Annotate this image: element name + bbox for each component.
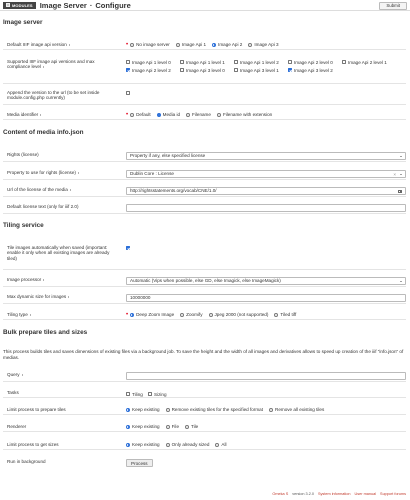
footer-link-system-info[interactable]: System information xyxy=(318,492,351,496)
limit-tiles-option[interactable] xyxy=(126,407,160,412)
rights-property-label: Property to use for rights (license) xyxy=(7,170,119,175)
radio-icon[interactable] xyxy=(166,425,170,429)
supported-version-option[interactable] xyxy=(288,66,342,74)
renderer-option[interactable] xyxy=(166,424,179,429)
task-option-label: Tiling xyxy=(132,391,143,397)
checkbox-icon[interactable] xyxy=(288,60,292,64)
footer-version: version 3.2.0 xyxy=(292,492,314,496)
chevron-down-icon xyxy=(400,174,402,175)
limit-sizes-radios xyxy=(126,442,233,447)
tasks-label: Tasks xyxy=(7,390,19,395)
section-media-info: Content of media info.json xyxy=(3,129,84,136)
footer-link-user-manual[interactable]: User manual xyxy=(354,492,377,496)
checkbox-icon[interactable] xyxy=(180,68,184,72)
renderer-radios xyxy=(126,424,204,429)
row-renderer xyxy=(3,422,406,432)
section-image-server: Image server xyxy=(3,19,43,26)
required-indicator-icon: • xyxy=(126,41,129,48)
run-background-label: Run in background xyxy=(7,459,46,464)
supported-version-option-label: Image Api 2 level 1 xyxy=(348,59,387,65)
app-name: Image Server xyxy=(39,0,87,10)
expand-arrow-icon[interactable] xyxy=(22,374,23,376)
default-iiif-radios xyxy=(126,42,285,47)
query-input[interactable] xyxy=(126,372,406,380)
media-identifier-option-label: Media id xyxy=(162,112,181,117)
supported-version-option-label: Image Api 3 level 2 xyxy=(294,67,333,73)
chevron-down-icon xyxy=(400,281,402,282)
checkbox-icon[interactable] xyxy=(288,68,292,72)
checkbox-icon[interactable] xyxy=(126,392,130,396)
radio-icon[interactable] xyxy=(180,313,184,317)
supported-version-option[interactable] xyxy=(126,66,180,74)
row-max-size xyxy=(3,292,406,304)
tasks-checkboxes xyxy=(126,390,170,398)
append-version-checkbox-wrap xyxy=(126,90,132,95)
default-iiif-option-label: Image Api 2 xyxy=(218,42,243,47)
tile-auto-checkbox[interactable] xyxy=(126,246,130,250)
footer xyxy=(272,492,406,496)
radio-icon[interactable] xyxy=(130,43,134,47)
license-text-input[interactable] xyxy=(126,204,406,212)
image-processor-select[interactable] xyxy=(126,277,406,285)
radio-icon[interactable] xyxy=(209,313,213,317)
limit-sizes-option[interactable] xyxy=(215,442,226,447)
expand-arrow-icon[interactable] xyxy=(43,66,44,68)
rights-property-select[interactable] xyxy=(126,170,406,178)
required-indicator-icon: • xyxy=(126,311,129,318)
radio-icon[interactable] xyxy=(166,443,170,447)
default-iiif-option[interactable] xyxy=(130,42,170,47)
tiling-type-label: Tiling type xyxy=(7,312,119,317)
supported-version-option[interactable] xyxy=(342,58,396,66)
tiling-type-option[interactable] xyxy=(209,312,269,317)
radio-icon[interactable] xyxy=(215,443,219,447)
checkbox-icon[interactable] xyxy=(342,60,346,64)
default-iiif-option-label: Image Api 3 xyxy=(254,42,279,47)
radio-icon[interactable] xyxy=(274,313,278,317)
footer-link-support[interactable]: Support forums xyxy=(380,492,406,496)
row-tiling-type xyxy=(3,310,406,320)
row-license-url xyxy=(3,185,406,197)
append-version-label: Append the version to the url (to be set inside module.config.php currently) xyxy=(7,90,100,101)
limit-sizes-option[interactable] xyxy=(166,442,210,447)
max-size-value: 10000000 xyxy=(130,295,151,301)
checkbox-icon[interactable] xyxy=(148,392,152,396)
max-size-label: Max dynamic size for images xyxy=(7,294,119,299)
row-default-iiif xyxy=(3,40,406,50)
expand-arrow-icon[interactable] xyxy=(78,172,79,174)
media-identifier-option[interactable] xyxy=(157,112,180,117)
radio-icon[interactable] xyxy=(269,408,273,412)
radio-icon[interactable] xyxy=(186,113,190,117)
limit-tiles-option-label: Remove all existing tiles xyxy=(275,407,325,412)
top-bar xyxy=(0,0,410,11)
checkbox-icon[interactable] xyxy=(234,60,238,64)
image-processor-value: Automatic (Vips when possible, else GD, else Imagick, else ImageMagick) xyxy=(130,278,281,284)
section-tiling: Tiling service xyxy=(3,222,44,229)
footer-omeka-link[interactable]: Omeka S xyxy=(272,492,289,496)
radio-icon[interactable] xyxy=(176,43,180,47)
license-url-input[interactable] xyxy=(126,187,406,195)
supported-version-option[interactable] xyxy=(180,58,234,66)
checkbox-icon[interactable] xyxy=(126,60,130,64)
radio-icon[interactable] xyxy=(130,113,134,117)
task-option[interactable] xyxy=(126,390,148,398)
default-iiif-option[interactable] xyxy=(176,42,206,47)
limit-tiles-option[interactable] xyxy=(166,407,263,412)
expand-arrow-icon[interactable] xyxy=(70,189,71,191)
renderer-label: Renderer xyxy=(7,424,27,429)
tiling-type-option[interactable] xyxy=(180,312,202,317)
submit-button[interactable]: Submit xyxy=(379,2,407,10)
expand-arrow-icon[interactable] xyxy=(69,44,70,46)
media-identifier-option[interactable] xyxy=(186,112,211,117)
radio-icon[interactable] xyxy=(126,443,130,447)
supported-version-option[interactable] xyxy=(180,66,234,74)
page-title xyxy=(40,1,131,10)
modules-breadcrumb[interactable] xyxy=(3,2,36,9)
row-query xyxy=(3,370,406,382)
license-url-label: Url of the license of the media xyxy=(7,187,119,192)
row-tasks xyxy=(3,388,406,398)
row-append-version xyxy=(3,88,406,105)
default-iiif-option-label: No image server xyxy=(136,42,170,47)
supported-version-option-label: Image Api 3 level 1 xyxy=(240,67,279,73)
tiling-type-option-label: Zoomify xyxy=(186,312,203,317)
renderer-option-label: Keep existing xyxy=(132,424,160,429)
checkbox-icon[interactable] xyxy=(180,60,184,64)
keyboard-icon[interactable] xyxy=(398,190,402,193)
license-url-value: http://rightsstatements.org/vocab/CNE/1.0/ xyxy=(130,188,217,194)
query-label: Query xyxy=(7,372,119,377)
row-rights xyxy=(3,150,406,162)
supported-version-option-label: Image Api 1 level 2 xyxy=(240,59,279,65)
tiling-type-option[interactable] xyxy=(274,312,296,317)
tiling-type-radios xyxy=(126,312,302,317)
clear-icon[interactable]: × xyxy=(393,171,396,177)
tile-auto-checkbox-wrap xyxy=(126,245,132,250)
media-identifier-radios xyxy=(126,112,278,117)
rights-value: Property if any, else specified license xyxy=(130,153,206,159)
media-identifier-option-label: Filename xyxy=(192,112,211,117)
supported-version-option[interactable] xyxy=(234,66,288,74)
tiling-type-option[interactable] xyxy=(130,312,174,317)
supported-version-option-label: Image Api 1 level 1 xyxy=(186,59,225,65)
tiling-type-option-label: Jpeg 2000 (not supported) xyxy=(214,312,269,317)
chevron-down-icon xyxy=(400,156,402,157)
modules-label: MODULES xyxy=(12,2,33,8)
section-bulk: Bulk prepare tiles and sizes xyxy=(3,329,88,336)
bulk-intro-text: This process builds tiles and saves dimensions of existing files via a background job. To save the height and the width of all images and derivatives allows to speed up creation of the iiif "info.json" of medias. xyxy=(3,349,404,360)
license-text-label: Default license text (only for iiif 2.0) xyxy=(7,204,79,209)
rights-property-value: Dublin Core : License xyxy=(130,171,174,177)
rights-select[interactable] xyxy=(126,152,406,160)
max-size-input[interactable] xyxy=(126,294,406,302)
row-image-processor xyxy=(3,275,406,287)
checkbox-icon[interactable] xyxy=(126,68,130,72)
supported-versions-checkboxes xyxy=(126,58,406,74)
expand-arrow-icon[interactable] xyxy=(30,314,31,316)
renderer-option-label: Tile xyxy=(191,424,199,429)
media-identifier-label: Media identifier xyxy=(7,112,119,117)
radio-icon[interactable] xyxy=(217,113,221,117)
append-version-checkbox[interactable] xyxy=(126,91,130,95)
media-identifier-option-label: Default xyxy=(136,112,151,117)
supported-version-option[interactable] xyxy=(126,58,180,66)
expand-arrow-icon[interactable] xyxy=(43,279,44,281)
task-option-label: Sizing xyxy=(154,391,167,397)
default-iiif-option-label: Image Api 1 xyxy=(181,42,207,47)
row-limit-sizes xyxy=(3,440,406,450)
radio-icon[interactable] xyxy=(126,408,130,412)
default-iiif-option[interactable] xyxy=(248,42,278,47)
supported-version-option[interactable] xyxy=(234,58,288,66)
row-rights-property xyxy=(3,168,406,180)
modules-icon xyxy=(6,3,10,7)
supported-version-option-label: Image Api 3 level 0 xyxy=(186,67,225,73)
limit-sizes-option-label: Keep existing xyxy=(132,442,160,447)
row-media-identifier xyxy=(3,110,406,120)
radio-icon[interactable] xyxy=(157,113,161,117)
limit-tiles-option-label: Remove existing tiles for the specified format xyxy=(171,407,263,412)
supported-versions-label: Supported IIIF image api versions and max compliance level xyxy=(7,59,95,70)
supported-version-option-label: Image Api 2 level 0 xyxy=(294,59,333,65)
row-run-background xyxy=(3,457,406,471)
limit-sizes-option[interactable] xyxy=(126,442,160,447)
title-separator: · xyxy=(89,0,93,10)
radio-icon[interactable] xyxy=(212,43,216,47)
renderer-option-label: File xyxy=(171,424,179,429)
page-name: Configure xyxy=(95,0,131,10)
radio-icon[interactable] xyxy=(185,425,189,429)
tiling-type-option-label: Tiled tiff xyxy=(280,312,297,317)
expand-arrow-icon[interactable] xyxy=(40,114,41,116)
supported-version-option-label: Image Api 2 level 2 xyxy=(132,67,171,73)
radio-icon[interactable] xyxy=(248,43,252,47)
media-identifier-option[interactable] xyxy=(130,112,151,117)
row-tile-auto xyxy=(3,243,406,270)
supported-version-option-label: Image Api 1 level 0 xyxy=(132,59,171,65)
radio-icon[interactable] xyxy=(166,408,170,412)
limit-tiles-label: Limit process to prepare tiles xyxy=(7,407,66,412)
limit-tiles-option-label: Keep existing xyxy=(132,407,160,412)
media-identifier-option-label: Filename with extension xyxy=(222,112,273,117)
limit-sizes-option-label: Only already sized xyxy=(171,442,210,447)
default-iiif-option[interactable] xyxy=(212,42,242,47)
supported-version-option[interactable] xyxy=(288,58,342,66)
limit-tiles-option[interactable] xyxy=(269,407,324,412)
expand-arrow-icon[interactable] xyxy=(68,296,69,298)
radio-icon[interactable] xyxy=(130,313,134,317)
default-iiif-label: Default IIIF image api version xyxy=(7,42,119,47)
process-button[interactable]: Process xyxy=(126,459,153,467)
renderer-option[interactable] xyxy=(185,424,198,429)
row-license-text xyxy=(3,202,406,214)
rights-label: Rights (license) xyxy=(7,152,39,157)
row-supported-versions xyxy=(3,57,406,84)
required-indicator-icon: • xyxy=(126,111,129,118)
media-identifier-option[interactable] xyxy=(217,112,272,117)
limit-sizes-option-label: All xyxy=(221,442,227,447)
image-processor-label: Image processor xyxy=(7,277,119,282)
limit-tiles-radios xyxy=(126,407,330,412)
row-limit-tiles xyxy=(3,405,406,415)
tile-auto-label: Tile images automatically when saved (important: enable it only when all existing images are already tiled) xyxy=(7,245,110,261)
renderer-option[interactable] xyxy=(126,424,160,429)
tiling-type-option-label: Deep Zoom Image xyxy=(136,312,175,317)
checkbox-icon[interactable] xyxy=(234,68,238,72)
task-option[interactable] xyxy=(148,390,170,398)
limit-sizes-label: Limit process to get sizes xyxy=(7,442,59,447)
radio-icon[interactable] xyxy=(126,425,130,429)
